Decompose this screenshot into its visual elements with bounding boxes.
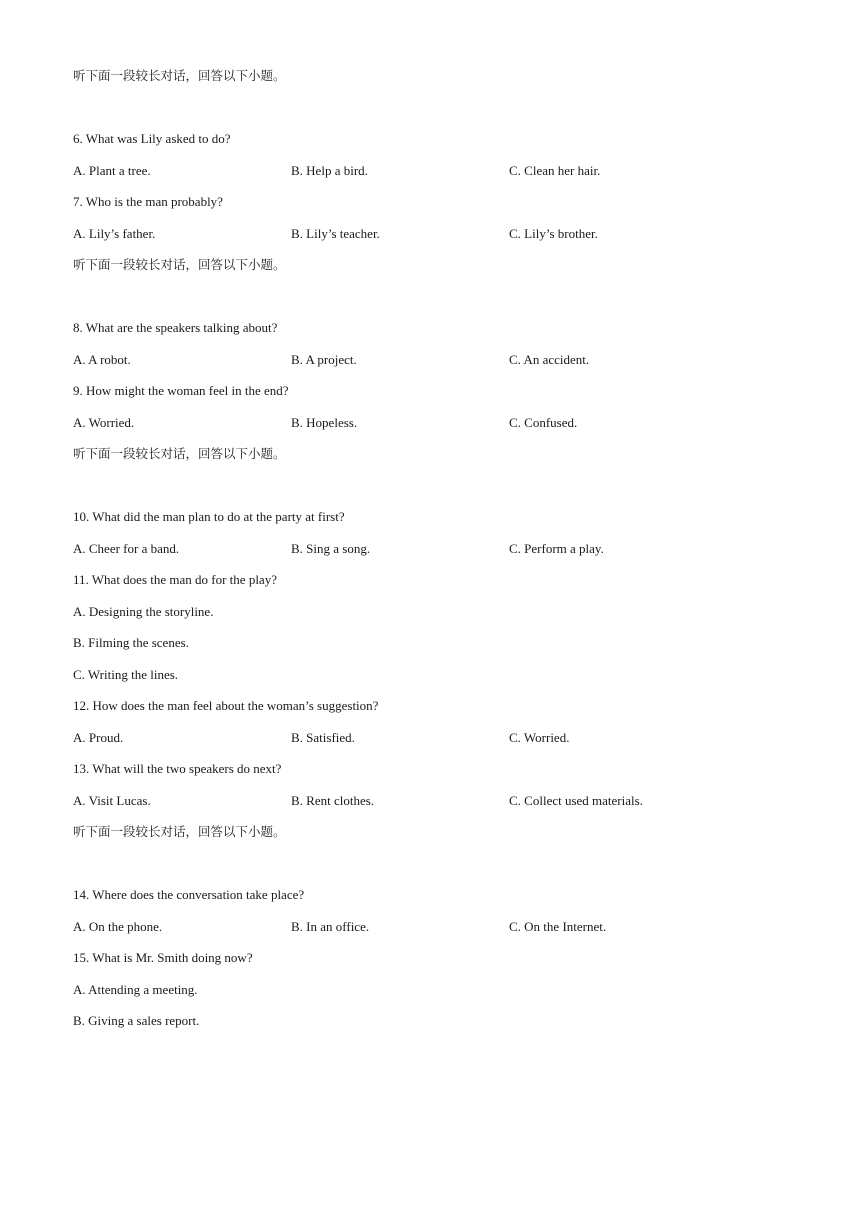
question-stem: 12. How does the man feel about the woman’s suggestion? [73,698,379,713]
exam-page [73,66,833,1043]
option-c: C. Confused. [509,414,578,430]
option-b: B. Satisfied. [291,729,355,745]
question-stem: 15. What is Mr. Smith doing now? [73,950,253,965]
option-row [73,350,833,382]
option-a: A. Visit Lucas. [73,792,151,808]
section-instruction: 听下面一段较长对话，回答以下小题。 [73,257,286,272]
option-a: A. Designing the storyline. [73,603,214,619]
option-b: B. In an office. [291,918,370,934]
option-a: A. A robot. [73,351,131,367]
option-b: B. Lily’s teacher. [291,225,380,241]
option-row [73,917,833,949]
section-instruction: 听下面一段较长对话，回答以下小题。 [73,446,286,461]
option-a: A. On the phone. [73,918,163,934]
option-c: C. An accident. [509,351,590,367]
question-stem: 14. Where does the conversation take place? [73,887,305,902]
option-b: B. Rent clothes. [291,792,375,808]
section-instruction: 听下面一段较长对话，回答以下小题。 [73,824,286,839]
question-stem: 9. How might the woman feel in the end? [73,383,289,398]
option-c: C. Collect used materials. [509,792,643,808]
question-stem: 7. Who is the man probably? [73,194,223,209]
option-c: C. Lily’s brother. [509,225,598,241]
option-row [73,728,833,760]
option-c: C. Perform a play. [509,540,604,556]
option-row [73,539,833,571]
option-b: B. Filming the scenes. [73,635,189,650]
question-stem: 6. What was Lily asked to do? [73,131,231,146]
option-b: B. Giving a sales report. [73,1013,200,1028]
option-c: C. Clean her hair. [509,162,601,178]
option-b: B. A project. [291,351,357,367]
option-row [73,413,833,445]
option-a: A. Lily’s father. [73,225,156,241]
option-c: C. Worried. [509,729,570,745]
option-a: A. Plant a tree. [73,162,151,178]
option-a: A. Proud. [73,729,124,745]
option-a: A. Worried. [73,414,135,430]
section-instruction: 听下面一段较长对话，回答以下小题。 [73,68,286,83]
option-a: A. Attending a meeting. [73,981,198,997]
option-b: B. Hopeless. [291,414,358,430]
option-row [73,161,833,193]
option-row [73,224,833,256]
option-c: C. Writing the lines. [73,666,179,682]
option-row [73,791,833,823]
question-stem: 11. What does the man do for the play? [73,572,277,587]
question-stem: 8. What are the speakers talking about? [73,320,278,335]
option-b: B. Sing a song. [291,540,371,556]
option-a: A. Cheer for a band. [73,540,180,556]
question-stem: 13. What will the two speakers do next? [73,761,282,776]
option-b: B. Help a bird. [291,162,368,178]
question-stem: 10. What did the man plan to do at the party at first? [73,509,345,524]
option-c: C. On the Internet. [509,918,607,934]
